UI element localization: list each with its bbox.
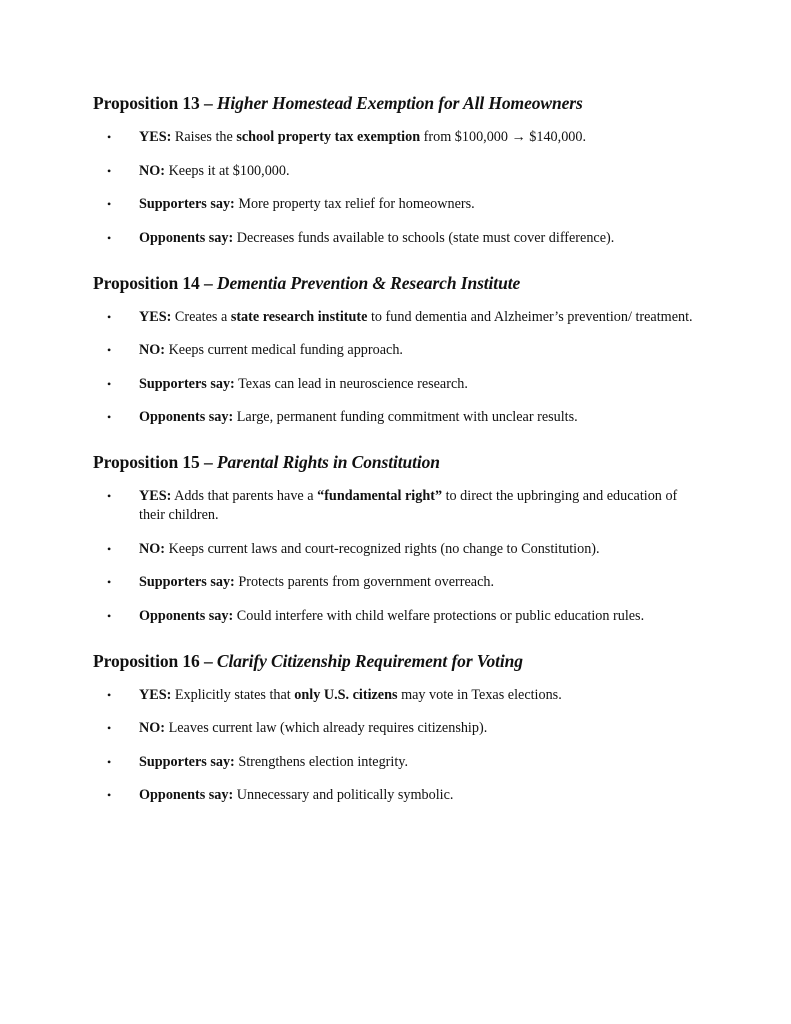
proposition-section-15 — [93, 451, 791, 626]
body-text: to fund dementia and Alzheimer’s prevention/ treatment. — [367, 308, 693, 325]
bold-text: NO: — [139, 342, 166, 358]
bullet-icon: • — [107, 197, 112, 211]
bullet-icon: • — [107, 754, 112, 769]
bullet-icon: • — [107, 575, 112, 589]
body-text: Strengthens election integrity. — [234, 753, 409, 770]
bold-text: YES: — [139, 308, 172, 325]
body-text: Unnecessary and politically symbolic. — [233, 787, 454, 803]
bold-text: “fundamental right” — [317, 488, 443, 504]
proposition-points — [93, 487, 791, 626]
supporters-point — [93, 573, 699, 592]
proposition-section-13 — [93, 92, 791, 248]
bullet-icon: • — [107, 541, 112, 556]
yes-point — [93, 128, 699, 147]
proposition-number: Proposition 14 – — [93, 272, 217, 293]
proposition-number: Proposition 13 – — [93, 93, 217, 113]
bold-text: NO: — [139, 540, 166, 557]
proposition-subtitle: Higher Homestead Exemption for All Homeowners — [216, 93, 583, 113]
bullet-icon: • — [107, 130, 112, 144]
bullet-icon: • — [107, 788, 112, 802]
yes-point — [93, 686, 699, 705]
bullet-icon: • — [107, 608, 112, 623]
supporters-point — [93, 375, 699, 394]
bold-text: Supporters say: — [139, 375, 235, 392]
bold-text: Supporters say: — [139, 753, 235, 770]
bold-text: NO: — [139, 162, 166, 179]
body-text: Raises the — [171, 129, 237, 145]
bullet-icon: • — [107, 163, 112, 178]
bold-text: YES: — [139, 686, 172, 703]
bold-text: Opponents say: — [139, 409, 234, 425]
proposition-number: Proposition 16 – — [93, 650, 217, 671]
body-text: Could interfere with child welfare protections or public education rules. — [233, 607, 645, 624]
bullet-icon: • — [107, 687, 112, 702]
body-text: Keeps current medical funding approach. — [165, 342, 403, 358]
bullet-icon: • — [107, 721, 112, 735]
bold-text: state research institute — [230, 308, 368, 325]
proposition-section-14 — [93, 272, 791, 428]
bold-text: Supporters say: — [139, 196, 235, 212]
supporters-point — [93, 195, 699, 214]
proposition-section-16 — [93, 650, 791, 806]
proposition-heading — [93, 451, 791, 473]
bold-text: NO: — [139, 720, 166, 736]
body-text: More property tax relief for homeowners. — [234, 196, 475, 212]
yes-point — [93, 487, 699, 525]
body-text: Explicitly states that — [171, 686, 295, 703]
bullet-icon: • — [107, 410, 112, 424]
bold-text: school property tax exemption — [236, 129, 421, 145]
proposition-subtitle: Dementia Prevention & Research Institute — [216, 272, 521, 293]
proposition-heading — [93, 92, 791, 114]
bold-text: Opponents say: — [139, 787, 234, 803]
body-text: Protects parents from government overreach. — [234, 574, 495, 590]
no-point — [93, 540, 699, 559]
no-point — [93, 162, 699, 181]
body-text: Decreases funds available to schools (state must cover difference). — [233, 229, 615, 246]
opponents-point — [93, 607, 699, 626]
proposition-points — [93, 128, 791, 248]
proposition-number: Proposition 15 – — [93, 452, 217, 472]
no-point — [93, 341, 699, 360]
proposition-heading — [93, 650, 791, 672]
proposition-subtitle: Clarify Citizenship Requirement for Voting — [216, 650, 523, 671]
bullet-icon: • — [107, 376, 112, 391]
bullet-icon: • — [107, 309, 112, 324]
no-point — [93, 719, 699, 738]
bold-text: only U.S. citizens — [294, 686, 398, 703]
body-text: Texas can lead in neuroscience research. — [234, 375, 468, 392]
bullet-icon: • — [107, 230, 112, 245]
body-text: Leaves current law (which already requires citizenship). — [165, 720, 488, 736]
yes-point — [93, 308, 699, 327]
opponents-point — [93, 786, 699, 805]
bold-text: YES: — [139, 129, 172, 145]
bold-text: Supporters say: — [139, 574, 235, 590]
opponents-point — [93, 229, 699, 248]
body-text: to direct the upbringing and education of their children. — [139, 488, 678, 523]
supporters-point — [93, 753, 699, 772]
sections-container — [93, 92, 791, 805]
proposition-heading — [93, 272, 791, 294]
body-text: may vote in Texas elections. — [397, 686, 562, 703]
body-text: Keeps it at $100,000. — [165, 162, 290, 179]
opponents-point — [93, 408, 699, 427]
proposition-points — [93, 686, 791, 806]
bullet-icon: • — [107, 343, 112, 357]
bold-text: Opponents say: — [139, 229, 234, 246]
body-text: Creates a — [171, 308, 231, 325]
body-text: Large, permanent funding commitment with unclear results. — [233, 409, 578, 425]
bullet-icon: • — [107, 489, 112, 503]
body-text: Adds that parents have a — [171, 488, 318, 504]
bold-text: YES: — [139, 488, 172, 504]
body-text: from $100,000 → $140,000. — [420, 129, 587, 145]
body-text: Keeps current laws and court-recognized rights (no change to Constitution). — [165, 540, 600, 557]
bold-text: Opponents say: — [139, 607, 234, 624]
proposition-subtitle: Parental Rights in Constitution — [216, 452, 440, 472]
proposition-points — [93, 308, 791, 428]
